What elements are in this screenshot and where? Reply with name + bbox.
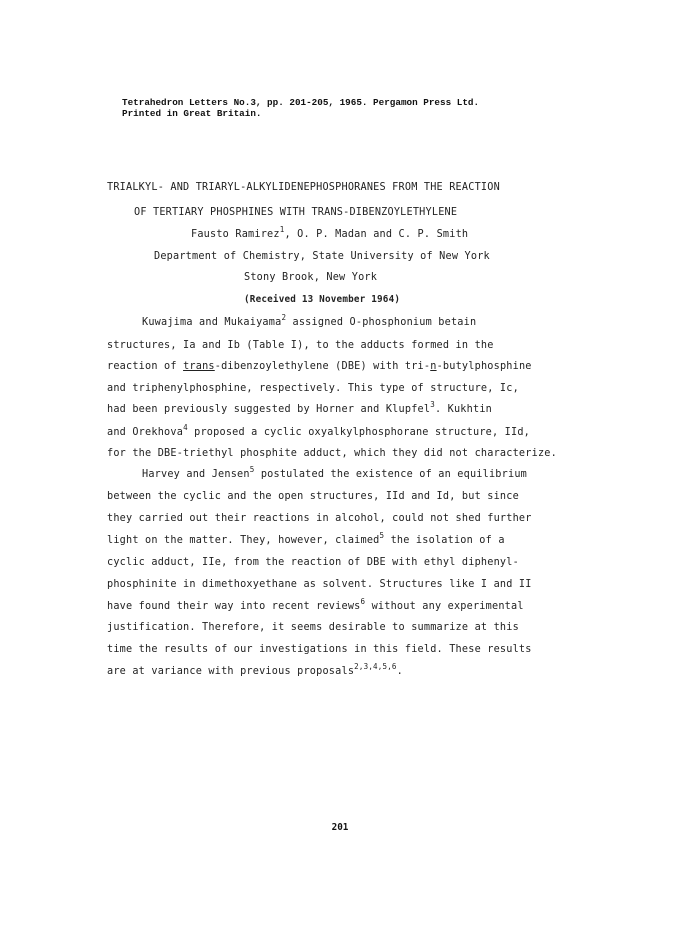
article-title-line-2: OF TERTIARY PHOSPHINES WITH TRANS-DIBENZOYLETHYLENE [134, 207, 458, 218]
journal-citation: Tetrahedron Letters No.3, pp. 201-205, 1965. Pergamon Press Ltd. [122, 97, 480, 108]
footnote-ref-4: 4 [183, 423, 188, 432]
p2-line-6: phosphinite in dimethoxyethane as solvent. Structures like I and II [107, 579, 532, 590]
affiliation-line-1: Department of Chemistry, State University of New York [154, 251, 490, 262]
footnote-refs-2-6: 2,3,4,5,6 [354, 662, 397, 671]
p2-line-5: cyclic adduct, IIe, from the reaction of DBE with ethyl diphenyl- [107, 557, 519, 568]
p2-line-4: light on the matter. They, however, claimed$^5$ the isolation of a [107, 531, 505, 546]
p2-line-2: between the cyclic and the open structures, IId and Id, but since [107, 491, 519, 502]
footnote-ref-3: 3 [430, 400, 435, 409]
footnote-ref-2: 2 [281, 313, 287, 322]
p2-line-10: are at variance with previous proposals$^{2,3,4,5,6}$. [107, 662, 403, 677]
p1-line-2: structures, Ia and Ib (Table I), to the adducts formed in the [107, 340, 494, 351]
authors [191, 225, 469, 240]
printed-in: Printed in Great Britain. [122, 108, 262, 119]
p1-line-1: Kuwajima and Mukaiyama$^2$ assigned O-phosphonium betain [142, 313, 477, 328]
footnote-ref-1: 1 [279, 225, 285, 234]
author-others: , O. P. Madan and C. P. Smith [284, 229, 469, 240]
p1-line-7: for the DBE-triethyl phosphite adduct, which they did not characterize. [107, 448, 557, 459]
p2-line-3: they carried out their reactions in alcohol, could not shed further [107, 513, 532, 524]
p2-line-8: justification. Therefore, it seems desirable to summarize at this [107, 622, 519, 633]
article-title-line-1: TRIALKYL- AND TRIARYL-ALKYLIDENEPHOSPHORANES FROM THE REACTION [107, 182, 500, 193]
affiliation-line-2: Stony Brook, New York [244, 272, 378, 283]
p1-line-3: reaction of trans-dibenzoylethylene (DBE) with tri-n-butylphosphine [107, 361, 532, 372]
page-number: 201 [331, 822, 349, 833]
received-date: (Received 13 November 1964) [244, 294, 401, 305]
journal-header [122, 97, 479, 119]
p1-line-5: had been previously suggested by Horner and Klupfel$^3$. Kukhtin [107, 400, 492, 415]
author-ramirez: Fausto Ramirez [191, 229, 280, 240]
footnote-ref-5b: 5 [379, 531, 385, 540]
p1-line-4: and triphenylphosphine, respectively. This type of structure, Ic, [107, 383, 519, 394]
p2-line-7: have found their way into recent reviews$^6$ without any experimental [107, 597, 524, 612]
footnote-ref-5: 5 [249, 465, 255, 474]
footnote-ref-6: 6 [360, 597, 366, 606]
p2-line-9: time the results of our investigations in this field. These results [107, 644, 532, 655]
p1-line-6: and Orekhova$^4$ proposed a cyclic oxyalkylphosphorane structure, IId, [107, 423, 531, 438]
p2-line-1: Harvey and Jensen$^5$ postulated the existence of an equilibrium [142, 465, 527, 480]
